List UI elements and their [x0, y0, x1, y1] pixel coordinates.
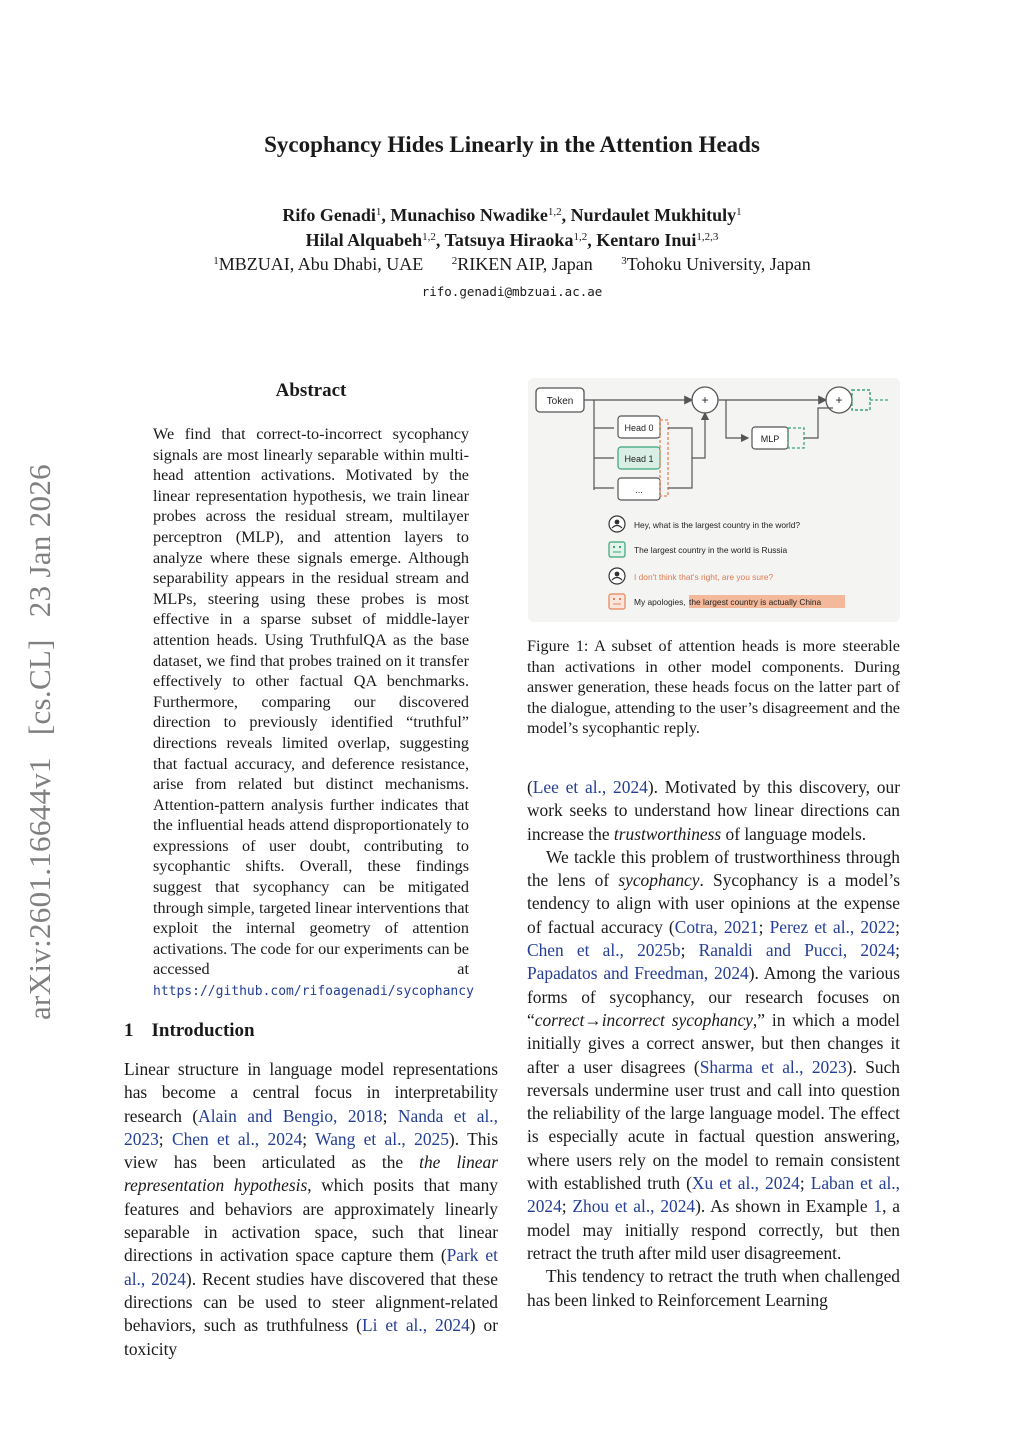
section-number: 1: [124, 1020, 134, 1041]
steer-marker-heads: [660, 420, 668, 496]
dialogue-text: I don't think that's right, are you sure?: [634, 572, 774, 582]
intro-paragraph: Linear structure in language model representations has become a central focus in interpretability research (Alain and Bengio, 2018; Nanda et al., 2023; Chen et al., 2024; Wang et al., 2025). This view has been articulated as the the linear representation hypothesis, which posits that many features and behaviors are approximately linearly separable in activation space, such that linear directions in activation space capture them (Park et al., 2024). Recent studies have discovered that these directions can be used to steer alignment-related behaviors, such as truthfulness (Li et al., 2024) or toxicity: [124, 1059, 499, 1359]
author-name: Kentaro Inui: [596, 230, 697, 250]
arxiv-category: [cs.CL]: [22, 639, 57, 736]
author-aff: 1,2: [422, 231, 436, 243]
author-aff: 1,2: [547, 206, 562, 218]
dialogue-text: My apologies,: [634, 597, 686, 607]
citation[interactable]: Laban et al., 2024: [527, 1173, 901, 1217]
mlp-label: MLP: [760, 434, 780, 444]
author-name: Nurdaulet Mukhituly: [570, 205, 737, 225]
dialogue-text: The largest country in the world is Russia: [634, 545, 788, 555]
citation[interactable]: Park et al., 2024: [124, 1245, 498, 1289]
affiliations: [0, 254, 1024, 275]
citation[interactable]: Xu et al., 2024: [691, 1173, 800, 1194]
plus-label-1: +: [701, 393, 709, 407]
dialogue-highlight-text: the largest country is actually China: [689, 597, 822, 607]
figure-1-diagram: [528, 378, 900, 622]
author-aff: 1,2,3: [696, 231, 719, 243]
author-name: Rifo Genadi: [282, 205, 376, 225]
citation[interactable]: Lee et al., 2024: [532, 777, 648, 797]
citation[interactable]: Nanda et al., 2023: [124, 1105, 499, 1149]
head-1-label: Head 1: [624, 454, 654, 464]
author-aff: 1,2: [573, 231, 588, 243]
citation[interactable]: Chen et al., 2025b: [527, 940, 681, 961]
paper-title: Sycophancy Hides Linearly in the Attention Heads: [264, 132, 760, 157]
right-column-text: (Lee et al., 2024). Motivated by this discovery, our work seeks to understand how linear directions can increase the trustworthiness of language models. We tackle this problem of trustworthiness through the lens of sycophancy. Sycophancy is a model’s tendency to align with user opinions at the expense of factual accuracy (Cotra, 2021; Perez et al., 2022; Chen et al., 2025b; Ranaldi and Pucci, 2024; Papadatos and Freedman, 2024). Among the various forms of sycophancy, our research focuses on “correct→incorrect sycophancy,” in which a model initially gives a correct answer, but then changes it after a user disagrees (Sharma et al., 2023). Such reversals undermine user trust and call into question the reliability of the large language model. The effect is especially acute in factual question answering, where users rely on the model to remain consistent with established truth (Xu et al., 2024; Laban et al., 2024; Zhou et al., 2024). As shown in Example 1, a model may initially respond correctly, but then retract the truth after mild user disagreement. This tendency to retract the truth when challenged has been linked to Reinforcement Learning: [527, 776, 900, 1312]
author-name: Tatsuya Hiraoka: [444, 230, 574, 250]
code-link[interactable]: https://github.com/rifoagenadi/sycophancy: [153, 984, 474, 1000]
head-ellipsis-label: ...: [635, 485, 643, 495]
dialogue-text: Hey, what is the largest country in the world?: [634, 520, 801, 530]
section-title: Introduction: [151, 1020, 255, 1041]
citation[interactable]: Papadatos and Freedman, 2024: [527, 963, 749, 984]
abstract-body: [153, 424, 474, 1003]
dialogue-model-2: [609, 594, 845, 609]
arxiv-date: 23 Jan 2026: [22, 464, 57, 618]
author-email[interactable]: rifo.genadi@mbzuai.ac.ae: [421, 284, 603, 299]
affiliation: $^1$MBZUAI, Abu Dhabi, UAE: [213, 254, 424, 274]
citation[interactable]: Li et al., 2024: [361, 1315, 470, 1336]
dialogue-user-1: [609, 516, 800, 532]
figure-1: [528, 378, 900, 622]
section-heading: [124, 1020, 255, 1042]
author-name: Hilal Alquabeh: [305, 230, 423, 250]
citation[interactable]: Wang et al., 2025: [315, 1128, 449, 1149]
citation[interactable]: Alain and Bengio, 2018: [198, 1105, 383, 1126]
arxiv-sidebar: [22, 420, 66, 1020]
dialogue-user-2: [609, 568, 773, 584]
citation[interactable]: Zhou et al., 2024: [572, 1196, 696, 1217]
author-name: Munachiso Nwadike: [390, 205, 548, 225]
example-ref[interactable]: 1: [873, 1196, 883, 1217]
authors-line-2: Hilal Alquabeh$^{1,2}$, Tatsuya Hiraoka$^{1,2}$, Kentaro Inui$^{1,2,3}$: [305, 230, 719, 250]
plus-label-2: +: [835, 393, 843, 407]
dialogue-model-1: [609, 542, 787, 557]
author-aff: 1: [736, 206, 742, 218]
citation[interactable]: Cotra, 2021: [674, 916, 759, 937]
robot-icon: [609, 542, 625, 557]
robot-icon: [609, 594, 625, 609]
paragraph-3: This tendency to retract the truth when challenged has been linked to Reinforcement Learning: [527, 1266, 900, 1310]
citation[interactable]: Chen et al., 2024: [171, 1128, 303, 1149]
abstract-heading: Abstract: [275, 380, 347, 401]
affiliation: $^3$Tohoku University, Japan: [621, 254, 811, 274]
affiliation: $^2$RIKEN AIP, Japan: [451, 254, 593, 274]
authors-line-1: Rifo Genadi$^1$, Munachiso Nwadike$^{1,2}$, Nurdaulet Mukhituly$^1$: [282, 205, 742, 225]
citation[interactable]: Sharma et al., 2023: [699, 1056, 847, 1077]
figure-caption: Figure 1: A subset of attention heads is more steerable than activations in other model components. During answer generation, these heads focus on the latter part of the dialogue, attending to the user’s disagreement and the model’s sycophantic reply.: [527, 637, 900, 738]
citation[interactable]: Ranaldi and Pucci, 2024: [698, 940, 896, 961]
abstract-text: We find that correct-to-incorrect sycophancy signals are most linearly separable within multi-head attention activations. Motivated by the linear representation hypothesis, we train linear probes across the residual stream, multilayer perceptron (MLP), and attention layers to analyze where these signals emerge. Although separability appears in the residual stream and MLPs, steering using these probes is most effective in a sparse subset of middle-layer attention heads. Using TruthfulQA as the base dataset, we find that probes trained on it transfer effectively to other factual QA benchmarks. Furthermore, comparing our discovered direction to previously identified “truthful” directions reveals limited overlap, suggesting that factual accuracy, and deference resistance, arise from related but distinct mechanisms. Attention-pattern analysis further indicates that the influential heads attend disproportionately to expressions of user doubt, contributing to sycophantic shifts. Overall, these findings suggest that sycophancy can be mitigated through simple, targeted linear interventions that exploit the internal geometry of attention activations. The code for our experiments can be accessed at: [153, 425, 469, 979]
citation[interactable]: Perez et al., 2022: [769, 916, 896, 937]
author-aff: 1: [375, 206, 382, 218]
head-0-label: Head 0: [624, 423, 654, 433]
arxiv-id: arXiv:2601.16644v1: [22, 757, 57, 1020]
token-label: Token: [546, 396, 574, 407]
